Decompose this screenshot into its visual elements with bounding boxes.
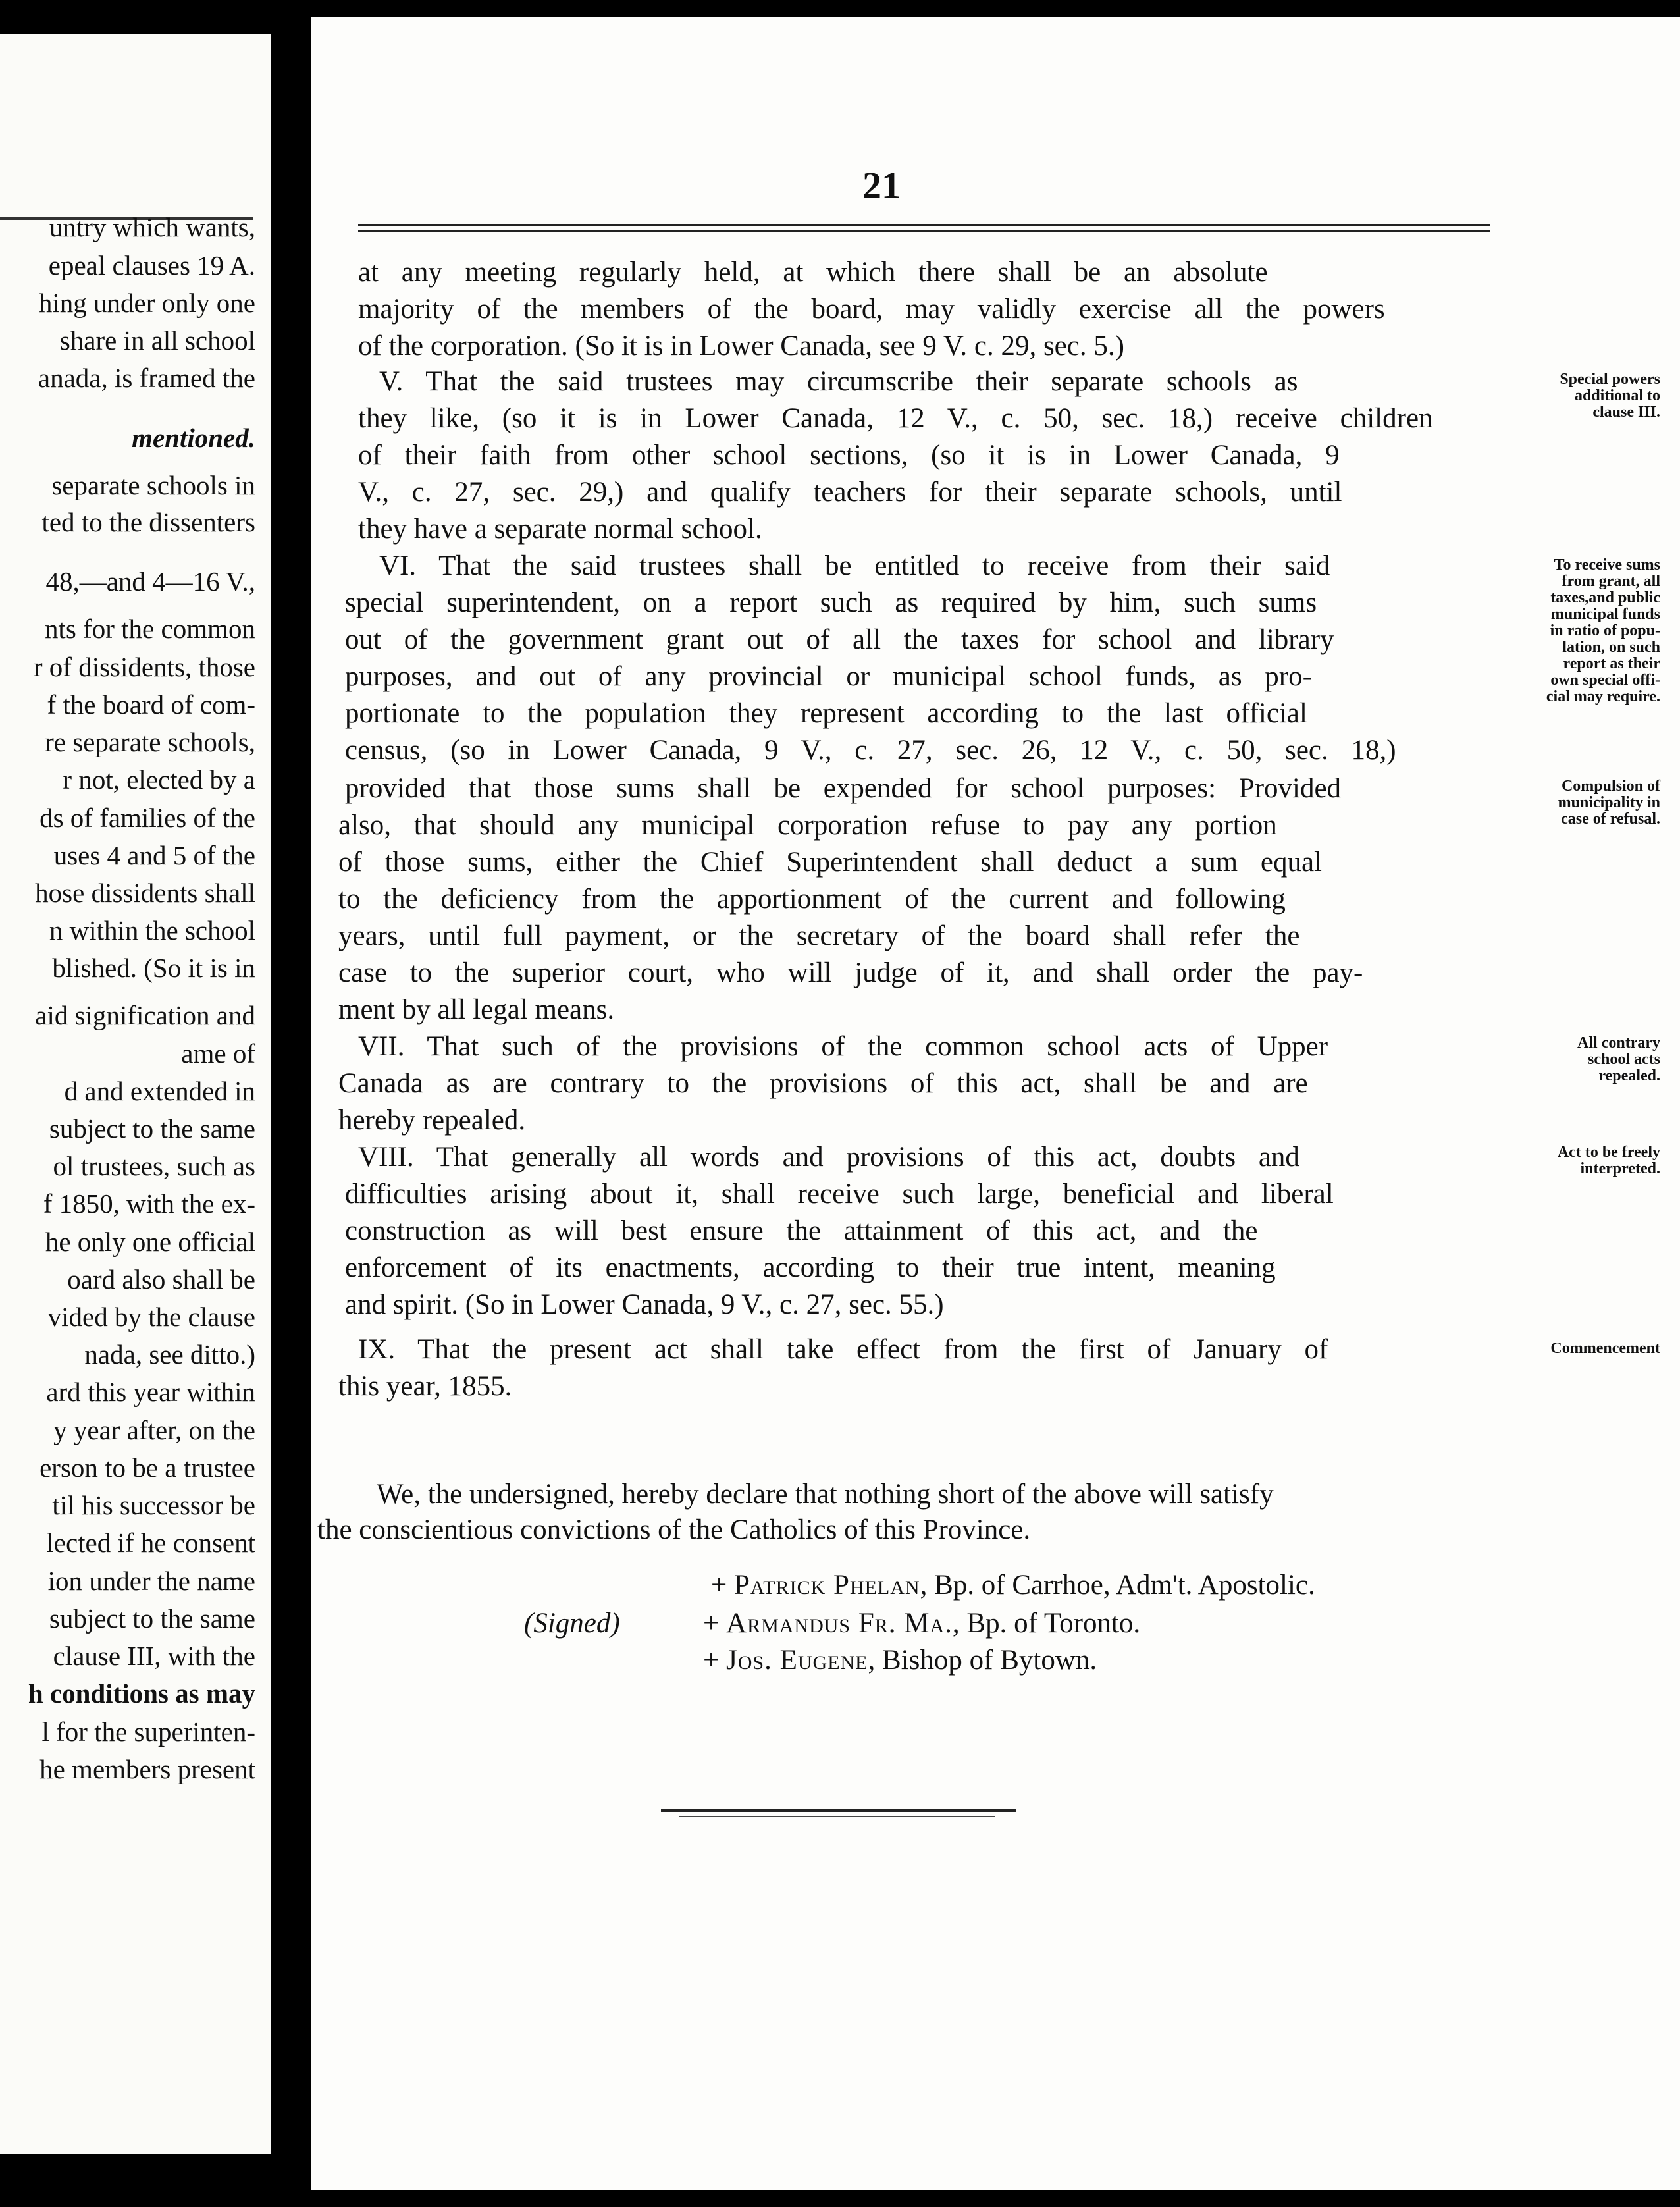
margin-note: clause III. <box>1592 404 1660 421</box>
previous-page-line: erson to be a trustee <box>39 1452 255 1483</box>
body-line: IX. That the present act shall take effect from the first of January of <box>358 1334 1328 1365</box>
body-line: VIII. That generally all words and provisions of this act, doubts and <box>358 1142 1299 1173</box>
margin-note: Commencement <box>1550 1340 1660 1357</box>
body-line: of those sums, either the Chief Superintendent shall deduct a sum equal <box>338 847 1322 878</box>
signatory-title: , Bishop of Bytown. <box>868 1645 1097 1676</box>
signed-label: (Signed) <box>524 1608 620 1639</box>
body-line: case to the superior court, who will judge of it, and shall order the pay- <box>338 957 1363 988</box>
previous-page-line: nada, see ditto.) <box>84 1339 255 1369</box>
previous-page-line: hose dissidents shall <box>35 878 255 908</box>
previous-page-line: r not, elected by a <box>63 764 255 795</box>
margin-note: repealed. <box>1598 1067 1660 1084</box>
previous-page-line: ted to the dissenters <box>41 507 255 537</box>
body-line: of their faith from other school sections, (so it is in Lower Canada, 9 <box>358 440 1340 471</box>
previous-page-line: untry which wants, <box>49 212 255 242</box>
margin-note: own special offi- <box>1550 672 1660 689</box>
previous-page-line: anada, is framed the <box>38 363 255 393</box>
previous-page-line: ard this year within <box>46 1377 255 1407</box>
page-number: 21 <box>862 164 901 207</box>
margin-note: municipality in <box>1558 794 1660 811</box>
end-rule-secondary <box>679 1816 995 1817</box>
previous-page-line: oard also shall be <box>67 1264 255 1294</box>
previous-page-line: he only one official <box>45 1227 255 1257</box>
body-line: to the deficiency from the apportionment of the current and following <box>338 884 1286 915</box>
margin-note: taxes,and public <box>1550 589 1660 606</box>
previous-page-line: h conditions as may <box>28 1678 255 1709</box>
margin-note: Special powers <box>1560 371 1660 388</box>
body-line: census, (so in Lower Canada, 9 V., c. 27, sec. 26, 12 V., c. 50, sec. 18,) <box>345 735 1396 766</box>
body-line: VII. That such of the provisions of the common school acts of Upper <box>358 1031 1328 1062</box>
body-line: majority of the members of the board, may validly exercise all the powers <box>358 294 1385 325</box>
previous-page-line: mentioned. <box>132 423 255 453</box>
margin-note: interpreted. <box>1580 1160 1660 1177</box>
page-gutter <box>271 0 311 2207</box>
body-line: construction as will best ensure the attainment of this act, and the <box>345 1215 1258 1246</box>
margin-note: additional to <box>1574 387 1660 404</box>
body-line: V. That the said trustees may circumscribe their separate schools as <box>379 366 1298 397</box>
previous-page-line: ol trustees, such as <box>53 1151 255 1181</box>
body-text <box>311 17 1680 2190</box>
previous-page-line: re separate schools, <box>45 727 255 757</box>
body-line: enforcement of its enactments, according to their true intent, meaning <box>345 1252 1276 1283</box>
signatory-2: + Armandus Fr. Ma., Bp. of Toronto. <box>703 1608 1141 1639</box>
previous-page-line: r of dissidents, those <box>33 652 255 682</box>
margin-note: lation, on such <box>1562 639 1660 656</box>
margin-note: Compulsion of <box>1561 778 1660 795</box>
signatory-title: , Bp. of Toronto. <box>952 1608 1141 1639</box>
signatory-title: , Bp. of Carrhoe, Adm't. Apostolic. <box>920 1570 1315 1601</box>
previous-page-line: vided by the clause <box>47 1302 255 1332</box>
previous-page-line: separate schools in <box>51 470 255 500</box>
previous-page-line: ion under the name <box>47 1566 255 1596</box>
body-line: VI. That the said trustees shall be entitled to receive from their said <box>379 550 1330 581</box>
previous-page-line: he members present <box>39 1754 255 1784</box>
body-line: portionate to the population they represent according to the last official <box>345 698 1307 729</box>
previous-page-line: epeal clauses 19 A. <box>48 250 255 280</box>
body-line: provided that those sums shall be expended for school purposes: Provided <box>345 773 1342 804</box>
previous-page-line: 48,—and 4—16 V., <box>45 566 255 597</box>
previous-page-line: subject to the same <box>49 1603 255 1634</box>
previous-page-fragment <box>0 34 271 2154</box>
body-line: hereby repealed. <box>338 1105 526 1136</box>
margin-note: To receive sums <box>1554 556 1660 573</box>
previous-page-line: uses 4 and 5 of the <box>53 840 255 870</box>
previous-page-line: hing under only one <box>38 288 255 318</box>
body-line: Canada as are contrary to the provisions of this act, shall be and are <box>338 1068 1308 1099</box>
body-line: also, that should any municipal corporation refuse to pay any portion <box>338 810 1277 841</box>
body-line: purposes, and out of any provincial or municipal school funds, as pro- <box>345 661 1312 692</box>
previous-page-line: ds of families of the <box>39 803 255 833</box>
body-line: V., c. 27, sec. 29,) and qualify teachers for their separate schools, until <box>358 477 1342 508</box>
body-line: of the corporation. (So it is in Lower Canada, see 9 V. c. 29, sec. 5.) <box>358 331 1124 361</box>
margin-note: in ratio of popu- <box>1550 622 1660 639</box>
previous-page-line: f 1850, with the ex- <box>43 1188 255 1219</box>
margin-note: All contrary <box>1577 1034 1660 1051</box>
previous-page-line: y year after, on the <box>53 1415 255 1445</box>
signatory-name: Jos. Eugene <box>726 1645 868 1676</box>
margin-note: report as their <box>1563 655 1660 672</box>
margin-note: municipal funds <box>1550 606 1660 623</box>
margin-note: case of refusal. <box>1561 811 1660 828</box>
body-line: they have a separate normal school. <box>358 514 762 545</box>
body-line: at any meeting regularly held, at which there shall be an absolute <box>358 257 1268 288</box>
previous-page-line: nts for the common <box>45 614 255 644</box>
body-line: this year, 1855. <box>338 1371 512 1402</box>
previous-page-line: blished. (So it is in <box>52 953 255 983</box>
previous-page-line: lected if he consent <box>46 1528 255 1558</box>
margin-note: cial may require. <box>1546 688 1660 705</box>
previous-page-line: aid signification and <box>35 1000 255 1030</box>
signatory-name: Patrick Phelan <box>734 1570 920 1601</box>
previous-page-line: d and extended in <box>64 1076 255 1106</box>
margin-note: school acts <box>1588 1051 1660 1068</box>
signatory-1: + Patrick Phelan, Bp. of Carrhoe, Adm't. Apostolic. <box>711 1570 1315 1601</box>
body-line: years, until full payment, or the secretary of the board shall refer the <box>338 920 1300 951</box>
body-line: and spirit. (So in Lower Canada, 9 V., c. 27, sec. 55.) <box>345 1289 944 1320</box>
margin-note: Act to be freely <box>1557 1144 1660 1161</box>
signatory-name: Armandus Fr. Ma. <box>726 1608 953 1639</box>
previous-page-line: n within the school <box>49 915 255 945</box>
previous-page-line: til his successor be <box>52 1490 255 1520</box>
document-page <box>311 17 1680 2190</box>
signatory-3: + Jos. Eugene, Bishop of Bytown. <box>703 1645 1097 1676</box>
body-line: difficulties arising about it, shall receive such large, beneficial and liberal <box>345 1179 1334 1210</box>
previous-page-line: subject to the same <box>49 1113 255 1144</box>
previous-page-line: ame of <box>181 1038 255 1069</box>
previous-page-line: f the board of com- <box>47 689 255 720</box>
previous-page-line: l for the superinten- <box>41 1716 255 1747</box>
declaration-line-1: We, the undersigned, hereby declare that nothing short of the above will satisfy <box>377 1479 1274 1510</box>
body-line: they like, (so it is in Lower Canada, 12 V., c. 50, sec. 18,) receive children <box>358 403 1433 434</box>
previous-page-line: share in all school <box>59 325 255 356</box>
body-line: ment by all legal means. <box>338 994 615 1025</box>
body-line: out of the government grant out of all the taxes for school and library <box>345 624 1334 655</box>
margin-note: from grant, all <box>1562 573 1660 590</box>
body-line: special superintendent, on a report such as required by him, such sums <box>345 587 1317 618</box>
previous-page-line: clause III, with the <box>53 1641 255 1671</box>
end-rule <box>661 1809 1016 1812</box>
declaration-line-2: the conscientious convictions of the Catholics of this Province. <box>317 1514 1031 1545</box>
